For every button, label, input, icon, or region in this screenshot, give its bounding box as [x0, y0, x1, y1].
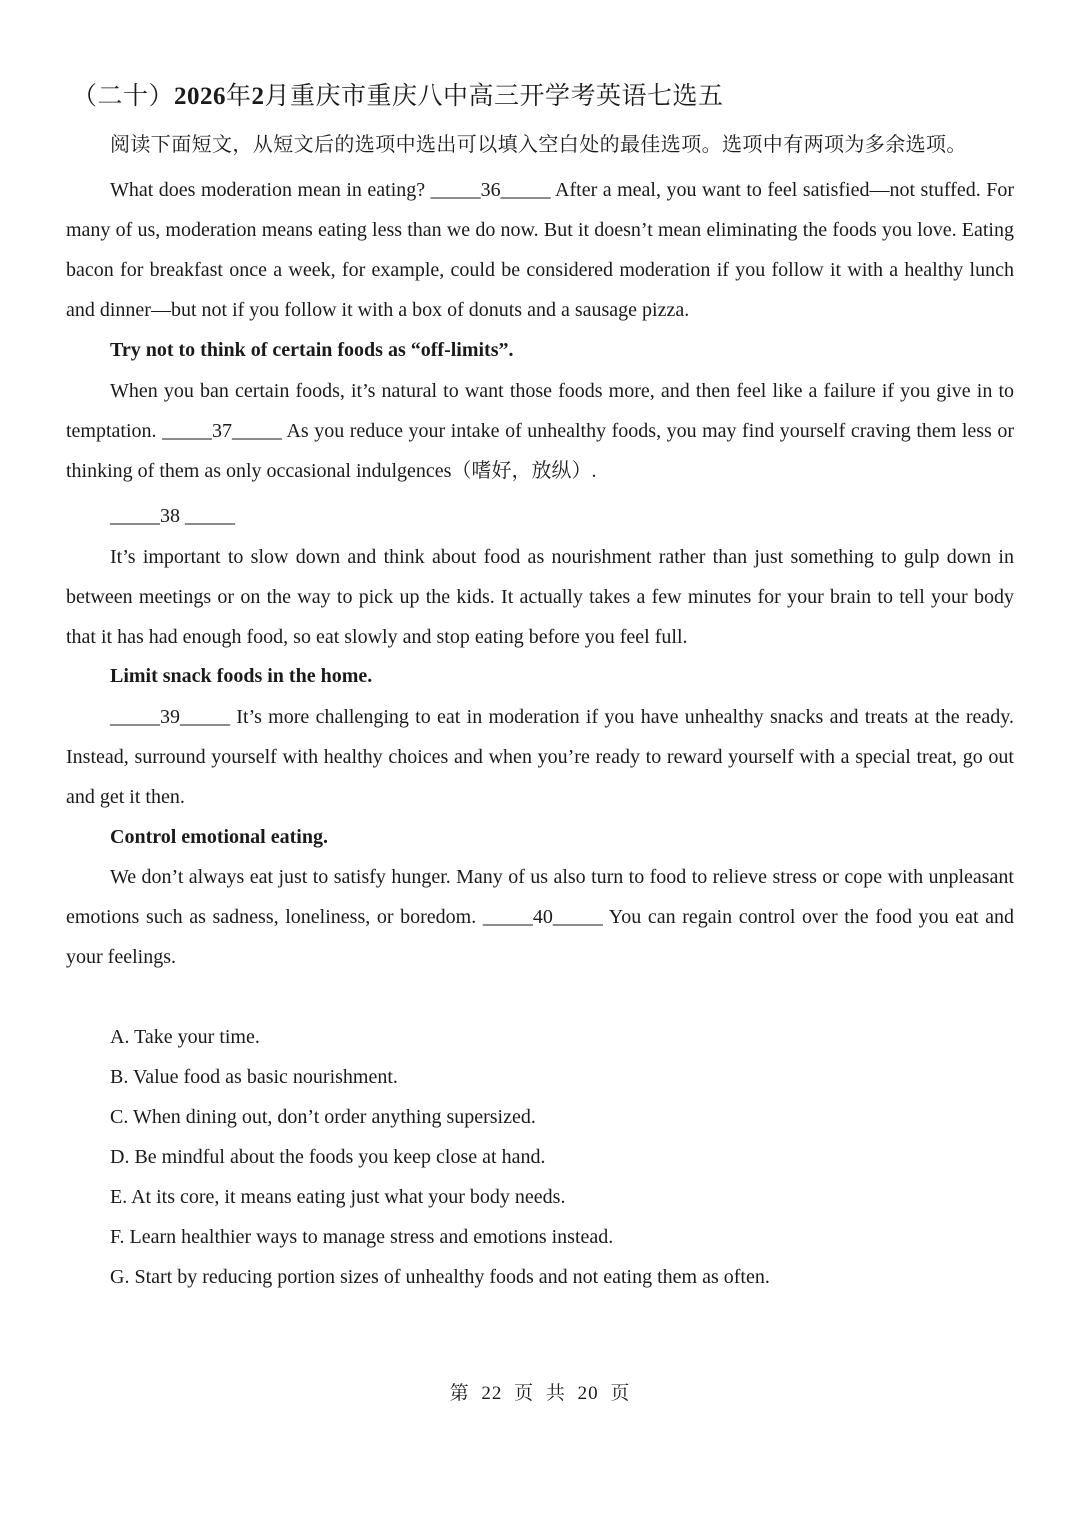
paragraph-4: _____39_____ It’s more challenging to eat in moderation if you have unhealthy snacks and treats at the ready. Instead, surround yourself with healthy choices and when you’re ready to reward yourself with a special treat, go out and get it then.	[66, 706, 1014, 808]
title-year-unit: 年	[226, 83, 252, 110]
option-b: B. Value food as basic nourishment.	[110, 1066, 398, 1088]
option-g: G. Start by reducing portion sizes of unhealthy foods and not eating them as often.	[110, 1266, 770, 1288]
paragraph-5: We don’t always eat just to satisfy hunger. Many of us also turn to food to relieve stress or cope with unpleasant emotions such as sadness, loneliness, or boredom. _____40_____ You can regain control over the food you eat and your feelings.	[66, 866, 1014, 968]
section-heading-emotional-eating: Control emotional eating.	[110, 826, 328, 848]
option-a: A. Take your time.	[110, 1026, 260, 1048]
paragraph-1: What does moderation mean in eating? _____36_____ After a meal, you want to feel satisfied—not stuffed. For many of us, moderation means eating less than we do now. But it doesn’t mean eliminating the foods you love. Eating bacon for breakfast once a week, for example, could be considered moderation if you follow it with a healthy lunch and dinner—but not if you follow it with a box of donuts and a sausage pizza.	[66, 179, 1014, 321]
paragraph-2: When you ban certain foods, it’s natural to want those foods more, and then feel like a failure if you give in to temptation. _____37_____ As you reduce your intake of unhealthy foods, you may find yourself craving them less or thinking of them as only occasional indulgences（嗜好，放纵）.	[66, 380, 1014, 482]
instructions: 阅读下面短文，从短文后的选项中选出可以填入空白处的最佳选项。选项中有两项为多余选项。	[110, 134, 967, 156]
title-prefix: （二十）	[72, 83, 175, 110]
option-f: F. Learn healthier ways to manage stress and emotions instead.	[110, 1226, 614, 1248]
title-year: 2026	[174, 83, 227, 110]
section-heading-snack-foods: Limit snack foods in the home.	[110, 665, 373, 687]
paragraph-3: It’s important to slow down and think about food as nourishment rather than just something to gulp down in between meetings or on the way to pick up the kids. It actually takes a few minutes for your brain to tell your body that it has had enough food, so eat slowly and stop eating before you feel full.	[66, 546, 1014, 648]
page-footer: 第 22 页 共 20 页	[449, 1383, 631, 1404]
option-c: C. When dining out, don’t order anything supersized.	[110, 1106, 536, 1128]
section-heading-off-limits: Try not to think of certain foods as “off-limits”.	[110, 339, 514, 361]
title-month: 2	[251, 83, 265, 110]
page-title	[72, 76, 724, 112]
option-d: D. Be mindful about the foods you keep close at hand.	[110, 1146, 546, 1168]
blank-38: _____38 _____	[110, 505, 235, 527]
option-e: E. At its core, it means eating just what your body needs.	[110, 1186, 566, 1208]
title-rest: 月重庆市重庆八中高三开学考英语七选五	[264, 83, 724, 110]
